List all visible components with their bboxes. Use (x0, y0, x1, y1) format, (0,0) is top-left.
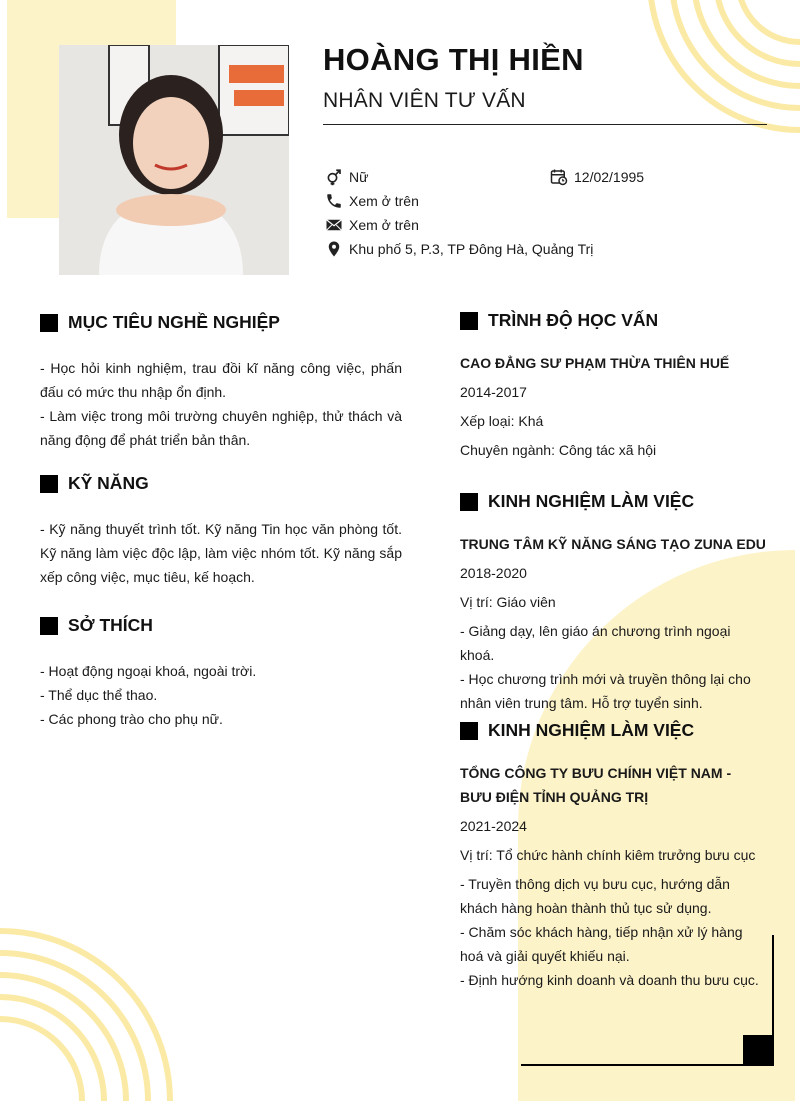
section-hobbies-title: SỞ THÍCH (68, 615, 153, 635)
address-value: Khu phố 5, P.3, TP Đông Hà, Quảng Trị (349, 241, 594, 257)
phone-value: Xem ở trên (349, 193, 419, 209)
experience-2-years: 2021-2024 (460, 818, 527, 834)
experience-1-position: Vị trí: Giáo viên (460, 594, 556, 610)
contact-email (325, 216, 419, 234)
section-experience-title: KINH NGHIỆM LÀM VIỆC (488, 491, 695, 511)
experience-2-company (460, 761, 770, 809)
section-hobbies-heading (40, 615, 153, 636)
contact-phone (325, 192, 419, 210)
section-skills-heading (40, 473, 149, 494)
phone-icon (325, 192, 343, 210)
hobby-item: - Hoạt động ngoại khoá, ngoài trời. (40, 663, 257, 679)
experience-1-years: 2018-2020 (460, 565, 527, 581)
duty-item: - Định hướng kinh doanh và doanh thu bưu cục. (460, 972, 759, 988)
frame-corner-square (743, 1035, 774, 1066)
education-grade: Xếp loại: Khá (460, 413, 544, 429)
company-line: BƯU ĐIỆN TỈNH QUẢNG TRỊ (460, 789, 649, 805)
section-education-heading (460, 310, 658, 331)
envelope-icon (325, 216, 343, 234)
birthdate-value: 12/02/1995 (574, 169, 645, 185)
frame-line-horizontal (521, 1064, 774, 1066)
section-marker (460, 493, 478, 511)
duty-item: - Truyền thông dịch vụ bưu cục, hướng dẫn khách hàng hoàn thành thủ tục sử dụng. (460, 876, 730, 916)
section-experience-1-heading (460, 491, 694, 512)
education-major: Chuyên ngành: Công tác xã hội (460, 442, 657, 458)
hobbies-list (40, 659, 402, 731)
contact-gender (325, 168, 368, 186)
email-value: Xem ở trên (349, 217, 419, 233)
experience-2-duties (460, 872, 768, 992)
header-divider (323, 124, 767, 125)
objective-line: - Học hỏi kinh nghiệm, trau đồi kĩ năng công việc, phấn đấu có mức thu nhập ổn định. (40, 360, 402, 400)
duty-item: - Học chương trình mới và truyền thông lại cho nhân viên trung tâm. Hỗ trợ tuyển sinh. (460, 671, 751, 711)
profile-photo (59, 45, 289, 275)
contact-address (325, 240, 593, 258)
gender-icon (325, 168, 343, 186)
section-experience-title: KINH NGHIỆM LÀM VIỆC (488, 720, 695, 740)
education-school: CAO ĐẲNG SƯ PHẠM THỪA THIÊN HUẾ (460, 355, 730, 371)
section-objective-heading (40, 312, 280, 333)
duty-item: - Giảng dạy, lên giáo án chương trình ngoại khoá. (460, 623, 731, 663)
hobby-item: - Các phong trào cho phụ nữ. (40, 711, 223, 727)
gender-value: Nữ (349, 169, 369, 185)
job-title: NHÂN VIÊN TƯ VẤN (323, 89, 526, 112)
skills-text: - Kỹ năng thuyết trình tốt. Kỹ năng Tin học văn phòng tốt. Kỹ năng làm việc độc lập, làm việc nhóm tốt. Kỹ năng sắp xếp công việc, mục tiêu, kế hoạch. (40, 521, 402, 585)
decorative-arcs-bottom-left (0, 925, 180, 1101)
section-marker (40, 617, 58, 635)
location-pin-icon (325, 240, 343, 258)
section-experience-2-heading (460, 720, 694, 741)
duty-item: - Chăm sóc khách hàng, tiếp nhận xử lý hàng hoá và giải quyết khiếu nại. (460, 924, 743, 964)
section-marker (40, 314, 58, 332)
section-objective-title: MỤC TIÊU NGHỀ NGHIỆP (68, 312, 280, 332)
experience-1-company: TRUNG TÂM KỸ NĂNG SÁNG TẠO ZUNA EDU (460, 536, 766, 552)
education-years: 2014-2017 (460, 384, 527, 400)
section-marker (460, 312, 478, 330)
portrait-photo-icon (59, 45, 289, 275)
experience-2-position: Vị trí: Tổ chức hành chính kiêm trưởng bưu cục (460, 847, 756, 863)
section-education-title: TRÌNH ĐỘ HỌC VẤN (488, 310, 659, 330)
objective-text (40, 356, 402, 452)
experience-1-duties (460, 619, 766, 715)
candidate-name: HOÀNG THỊ HIỀN (323, 42, 584, 77)
company-line: TỔNG CÔNG TY BƯU CHÍNH VIỆT NAM - (460, 765, 732, 781)
objective-line: - Làm việc trong môi trường chuyên nghiệp, thử thách và năng động để phát triển bản thân. (40, 408, 402, 448)
section-marker (460, 722, 478, 740)
contact-birthdate (550, 168, 644, 186)
calendar-icon (550, 168, 568, 186)
section-marker (40, 475, 58, 493)
section-skills-title: KỸ NĂNG (68, 473, 149, 493)
hobby-item: - Thể dục thể thao. (40, 687, 158, 703)
